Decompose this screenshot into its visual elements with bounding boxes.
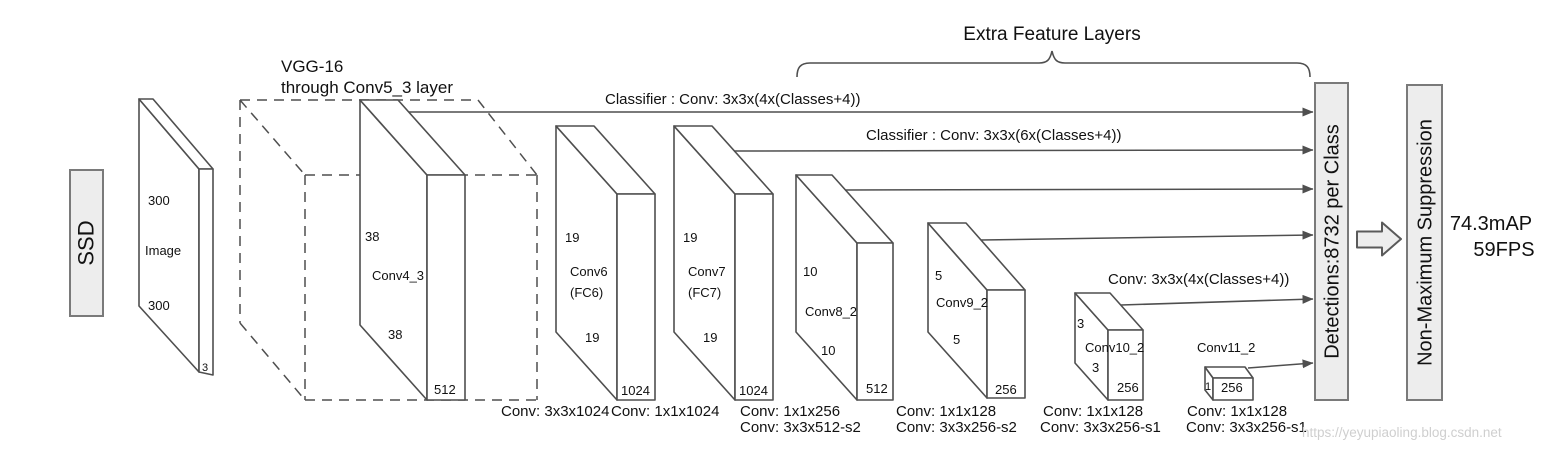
classifier-conv10_2-label: Conv: 3x3x(4x(Classes+4)) [1108, 271, 1290, 288]
fps-result-label: 59FPS [1473, 239, 1535, 261]
conv8_2-name-label: Conv8_2 [805, 304, 858, 319]
conv4_3-width-label: 38 [388, 327, 403, 342]
op-conv9_2b-label: Conv: 3x3x256-s2 [896, 419, 1017, 436]
conv6-width-label: 19 [585, 330, 600, 345]
conv7-depth-face [735, 194, 773, 400]
conv7-width-label: 19 [703, 330, 718, 345]
conv6-depth-face [617, 194, 655, 400]
conv4_3-name-label: Conv4_3 [372, 268, 425, 283]
image-front-face [139, 99, 199, 372]
arrow-conv8_2-to-detections [845, 189, 1313, 190]
conv6-block [556, 126, 655, 400]
conv7-block [674, 126, 773, 400]
conv9_2-height-label: 5 [935, 268, 943, 283]
conv6-depth-label: 1024 [621, 383, 650, 398]
conv-op-labels [501, 403, 1307, 436]
classifier-conv4_3-label: Classifier : Conv: 3x3x(4x(Classes+4)) [605, 91, 861, 108]
op-conv11_2a-label: Conv: 1x1x128 [1187, 403, 1288, 420]
image-height-label: 300 [148, 193, 170, 208]
watermark-text: https://yeyupiaoling.blog.csdn.net [1302, 425, 1502, 440]
op-conv10_2b-label: Conv: 3x3x256-s1 [1040, 419, 1161, 436]
conv4_3-height-label: 38 [365, 229, 380, 244]
nms-label: Non-Maximum Suppression [1414, 119, 1437, 366]
conv9_2-width-label: 5 [953, 332, 961, 347]
image-width-label: 300 [148, 298, 170, 313]
vgg16-caption-line1: VGG-16 [281, 57, 344, 76]
conv8_2-block [796, 175, 893, 400]
conv8_2-height-label: 10 [803, 264, 818, 279]
conv11_2-block [1197, 340, 1255, 400]
op-conv8_2b-label: Conv: 3x3x512-s2 [740, 419, 861, 436]
conv9_2-name-label: Conv9_2 [936, 295, 989, 310]
op-conv7-label: Conv: 1x1x1024 [611, 403, 720, 420]
op-conv8_2a-label: Conv: 1x1x256 [740, 403, 841, 420]
image-depth-face [199, 169, 213, 375]
op-conv10_2a-label: Conv: 1x1x128 [1043, 403, 1144, 420]
input-image-block [139, 99, 213, 375]
conv10_2-height-label: 3 [1077, 316, 1085, 331]
conv9_2-depth-label: 256 [995, 382, 1017, 397]
arrow-conv10_2-to-detections [1121, 299, 1313, 305]
conv11_2-name-label: Conv11_2 [1197, 340, 1256, 355]
block-arrow-icon [1357, 223, 1401, 256]
conv10_2-width-label: 3 [1092, 360, 1100, 375]
conv4_3-depth-label: 512 [434, 382, 456, 397]
detections-label: Detections:8732 per Class [1321, 124, 1344, 359]
image-name-label: Image [145, 243, 182, 258]
op-conv11_2b-label: Conv: 3x3x256-s1 [1186, 419, 1307, 436]
conv10_2-depth-label: 256 [1117, 380, 1139, 395]
arrow-conv9_2-to-detections [981, 235, 1313, 240]
arrow-conv11_2-to-detections [1248, 363, 1313, 368]
ssd-label-box [70, 170, 103, 316]
op-conv9_2a-label: Conv: 1x1x128 [896, 403, 997, 420]
map-result-label: 74.3mAP [1449, 213, 1533, 235]
conv8_2-depth-label: 512 [866, 381, 888, 396]
conv4_3-depth-face [427, 175, 465, 400]
conv6-height-label: 19 [565, 230, 580, 245]
arrow-conv7-to-detections [734, 150, 1313, 151]
conv11_2-height-label: 1 [1205, 381, 1212, 393]
extra-feature-layers-brace [797, 51, 1310, 77]
nms-box [1407, 85, 1442, 400]
conv4_3-block [360, 100, 465, 400]
op-conv6-label: Conv: 3x3x1024 [501, 403, 610, 420]
conv6-name-label: Conv6 [570, 264, 608, 279]
conv11_2-depth-label: 256 [1221, 380, 1243, 395]
vgg16-caption [281, 57, 453, 97]
ssd-label: SSD [73, 220, 99, 266]
conv8_2-depth-face [857, 243, 893, 400]
conv6-alias-label: (FC6) [570, 285, 604, 300]
conv8_2-width-label: 10 [821, 343, 836, 358]
conv9_2-block [928, 223, 1025, 398]
vgg16-caption-line2: through Conv5_3 layer [281, 78, 454, 97]
image-depth-label: 3 [202, 362, 209, 374]
extra-feature-layers-title: Extra Feature Layers [963, 24, 1141, 45]
detections-box [1315, 83, 1348, 400]
conv10_2-name-label: Conv10_2 [1085, 340, 1145, 355]
conv10_2-block [1075, 293, 1144, 400]
conv7-name-label: Conv7 [688, 264, 726, 279]
conv7-height-label: 19 [683, 230, 698, 245]
conv7-depth-label: 1024 [739, 383, 768, 398]
conv11_2-top-face [1205, 367, 1253, 378]
classifier-conv7-label: Classifier : Conv: 3x3x(6x(Classes+4)) [866, 127, 1122, 144]
conv7-alias-label: (FC7) [688, 285, 722, 300]
